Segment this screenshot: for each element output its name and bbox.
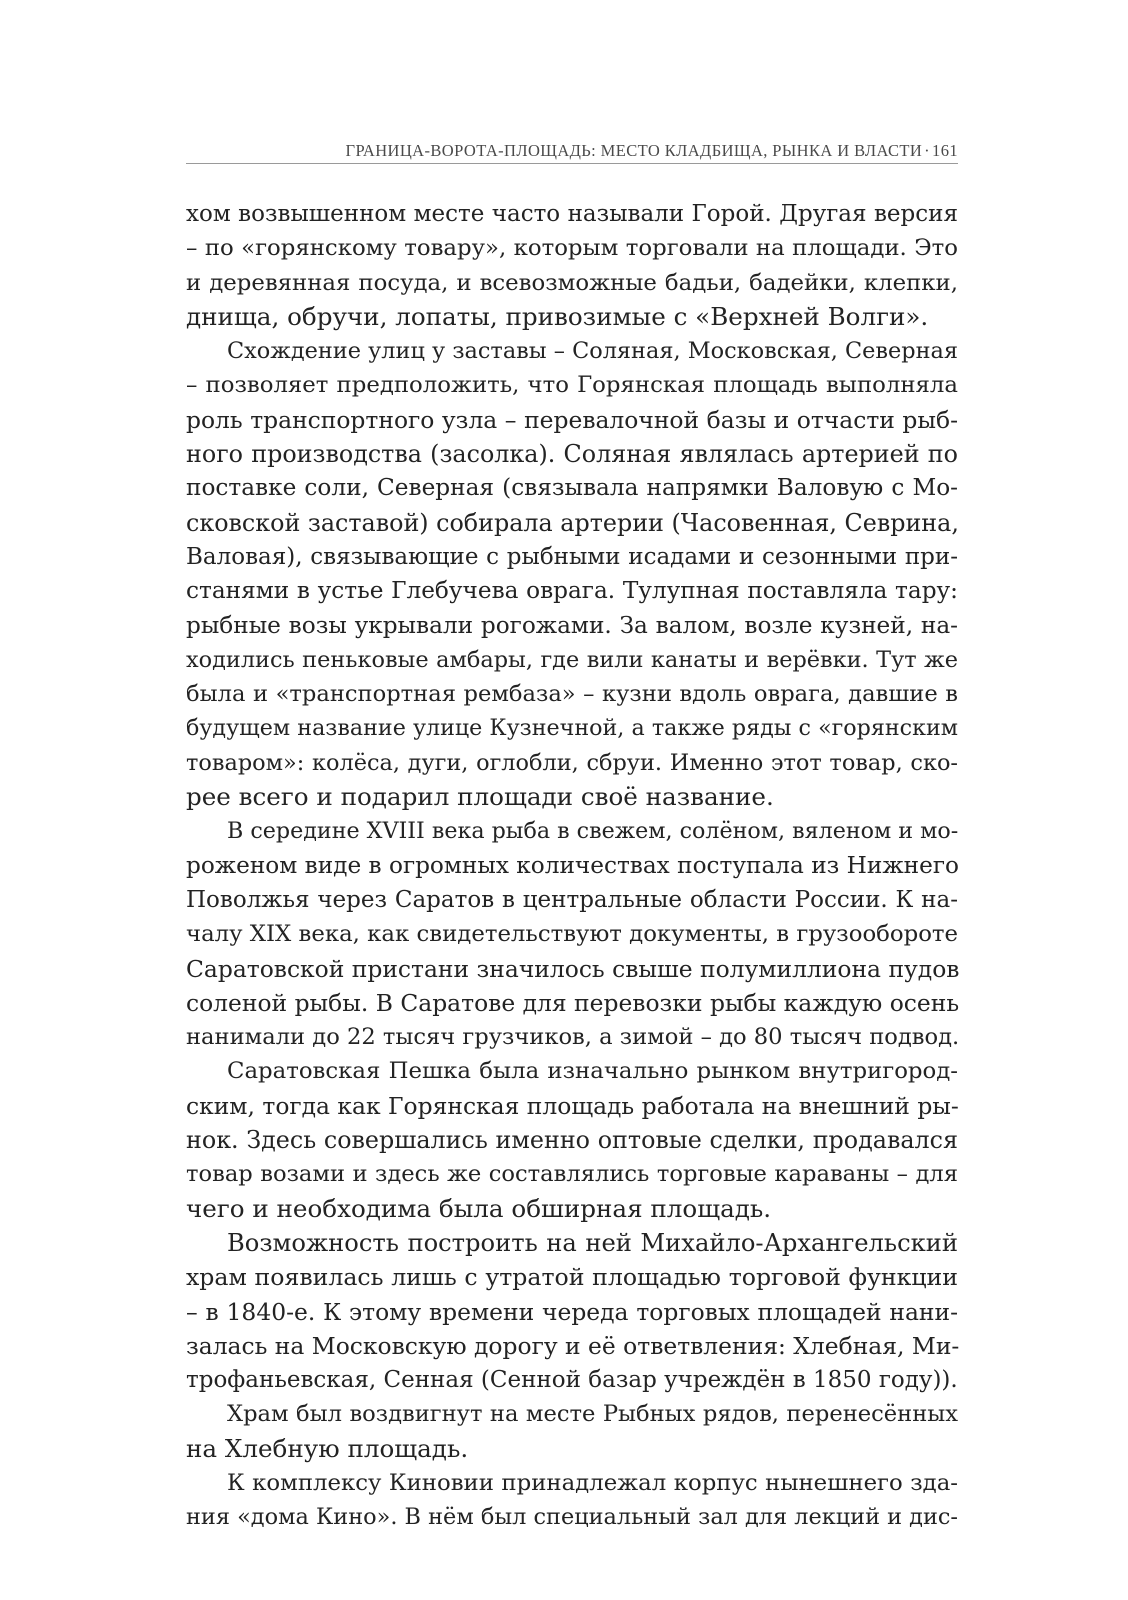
paragraph xyxy=(186,1466,958,1535)
text-line: Храм был воздвигнут на месте Рыбных рядов, перенесённых xyxy=(227,1401,958,1428)
paragraph xyxy=(186,197,958,334)
text-line: нанимали до 22 тысяч грузчиков, а зимой – до 80 тысяч подвод. xyxy=(186,1024,960,1051)
text-line: – позволяет предположить, что Горянская площадь выполняла xyxy=(186,372,958,399)
paragraph xyxy=(186,334,958,814)
text-line: Поволжья через Саратов в центральные области России. К на- xyxy=(186,886,958,913)
header-separator: · xyxy=(924,141,931,160)
text-line: сковской заставой) собирала артерии (Часовенная, Севрина, xyxy=(186,508,959,537)
text-line: К комплексу Киновии принадлежал корпус нынешнего зда- xyxy=(227,1469,958,1496)
text-line: рыбные возы укрывали рогожами. За валом, возле кузней, на- xyxy=(186,611,958,639)
text-line: Саратовской пристани значилось свыше полумиллиона пудов xyxy=(186,954,960,983)
text-line: – в 1840-е. К этому времени череда торговых площадей нани- xyxy=(186,1297,958,1326)
text-line: станями в устье Глебучева оврага. Тулупная поставляла тару: xyxy=(186,577,958,605)
text-line: ного производства (засолка). Соляная являлась артерией по xyxy=(186,440,958,469)
text-line: товаром»: колёса, дуги, оглобли, сбруи. Именно этот товар, ско- xyxy=(186,749,958,776)
text-line: ния «дома Кино». В нём был специальный зал для лекций и дис- xyxy=(186,1504,958,1531)
text-line: на Хлебную площадь. xyxy=(186,1433,469,1463)
text-line: Саратовская Пешка была изначально рынком внутригород- xyxy=(227,1058,958,1085)
text-line: и деревянная посуда, и всевозможные бадьи, бадейки, клепки, xyxy=(186,269,958,296)
text-line: соленой рыбы. В Саратове для перевозки рыбы каждую осень xyxy=(186,988,960,1017)
running-title: ГРАНИЦА-ВОРОТА-ПЛОЩАДЬ: МЕСТО КЛАДБИЩА, РЫНКА И ВЛАСТИ xyxy=(345,141,923,160)
text-line: храм появилась лишь с утратой площадью торговой функции xyxy=(186,1263,958,1292)
text-line: нок. Здесь совершались именно оптовые сделки, продавался xyxy=(186,1126,958,1155)
page-number: 161 xyxy=(932,141,958,160)
text-line: ским, тогда как Горянская площадь работала на внешний ры- xyxy=(186,1091,959,1120)
text-line: рее всего и подарил площади своё название. xyxy=(186,782,774,812)
text-line: – по «горянскому товару», которым торговали на площади. Это xyxy=(186,235,958,262)
text-line: хом возвышенном месте часто называли Горой. Другая версия xyxy=(186,201,958,227)
text-line: роженом виде в огромных количествах поступала из Нижнего xyxy=(186,851,959,879)
text-line: залась на Московскую дорогу и её ответвления: Хлебная, Ми- xyxy=(186,1331,960,1360)
paragraph xyxy=(186,1226,958,1397)
body-text xyxy=(186,197,958,1535)
text-line: поставке соли, Северная (связывала напрямки Валовую с Мо- xyxy=(186,474,958,502)
paragraph xyxy=(186,1054,958,1225)
paragraph xyxy=(186,814,958,1054)
paragraph xyxy=(186,1397,958,1466)
text-line: Возможность построить на ней Михайло-Архангельский xyxy=(227,1228,958,1257)
text-line: будущем название улице Кузнечной, а также ряды с «горянским xyxy=(186,715,958,742)
text-line: ходились пеньковые амбары, где вили канаты и верёвки. Тут же xyxy=(186,646,958,673)
text-line: роль транспортного узла – перевалочной базы и отчасти рыб- xyxy=(186,405,958,434)
text-line: Валовая), связывающие с рыбными исадами и сезонными при- xyxy=(186,543,958,570)
text-line: трофаньевская, Сенная (Сенной базар учреждён в 1850 году)). xyxy=(186,1367,958,1394)
text-line: была и «транспортная рембаза» – кузни вдоль оврага, давшие в xyxy=(186,681,958,708)
text-line: товар возами и здесь же составлялись торговые караваны – для xyxy=(186,1161,958,1188)
text-line: В середине XVIII века рыба в свежем, солёном, вяленом и мо- xyxy=(227,818,959,845)
text-line: Схождение улиц у заставы – Соляная, Московская, Северная xyxy=(227,338,958,365)
text-line: чалу XIX века, как свидетельствуют документы, в грузообороте xyxy=(186,921,959,948)
text-line: днища, обручи, лопаты, привозимые с «Верхней Волги». xyxy=(186,301,929,331)
text-line: чего и необходима была обширная площадь. xyxy=(186,1193,772,1223)
running-header xyxy=(186,141,958,161)
header-rule xyxy=(186,163,958,164)
